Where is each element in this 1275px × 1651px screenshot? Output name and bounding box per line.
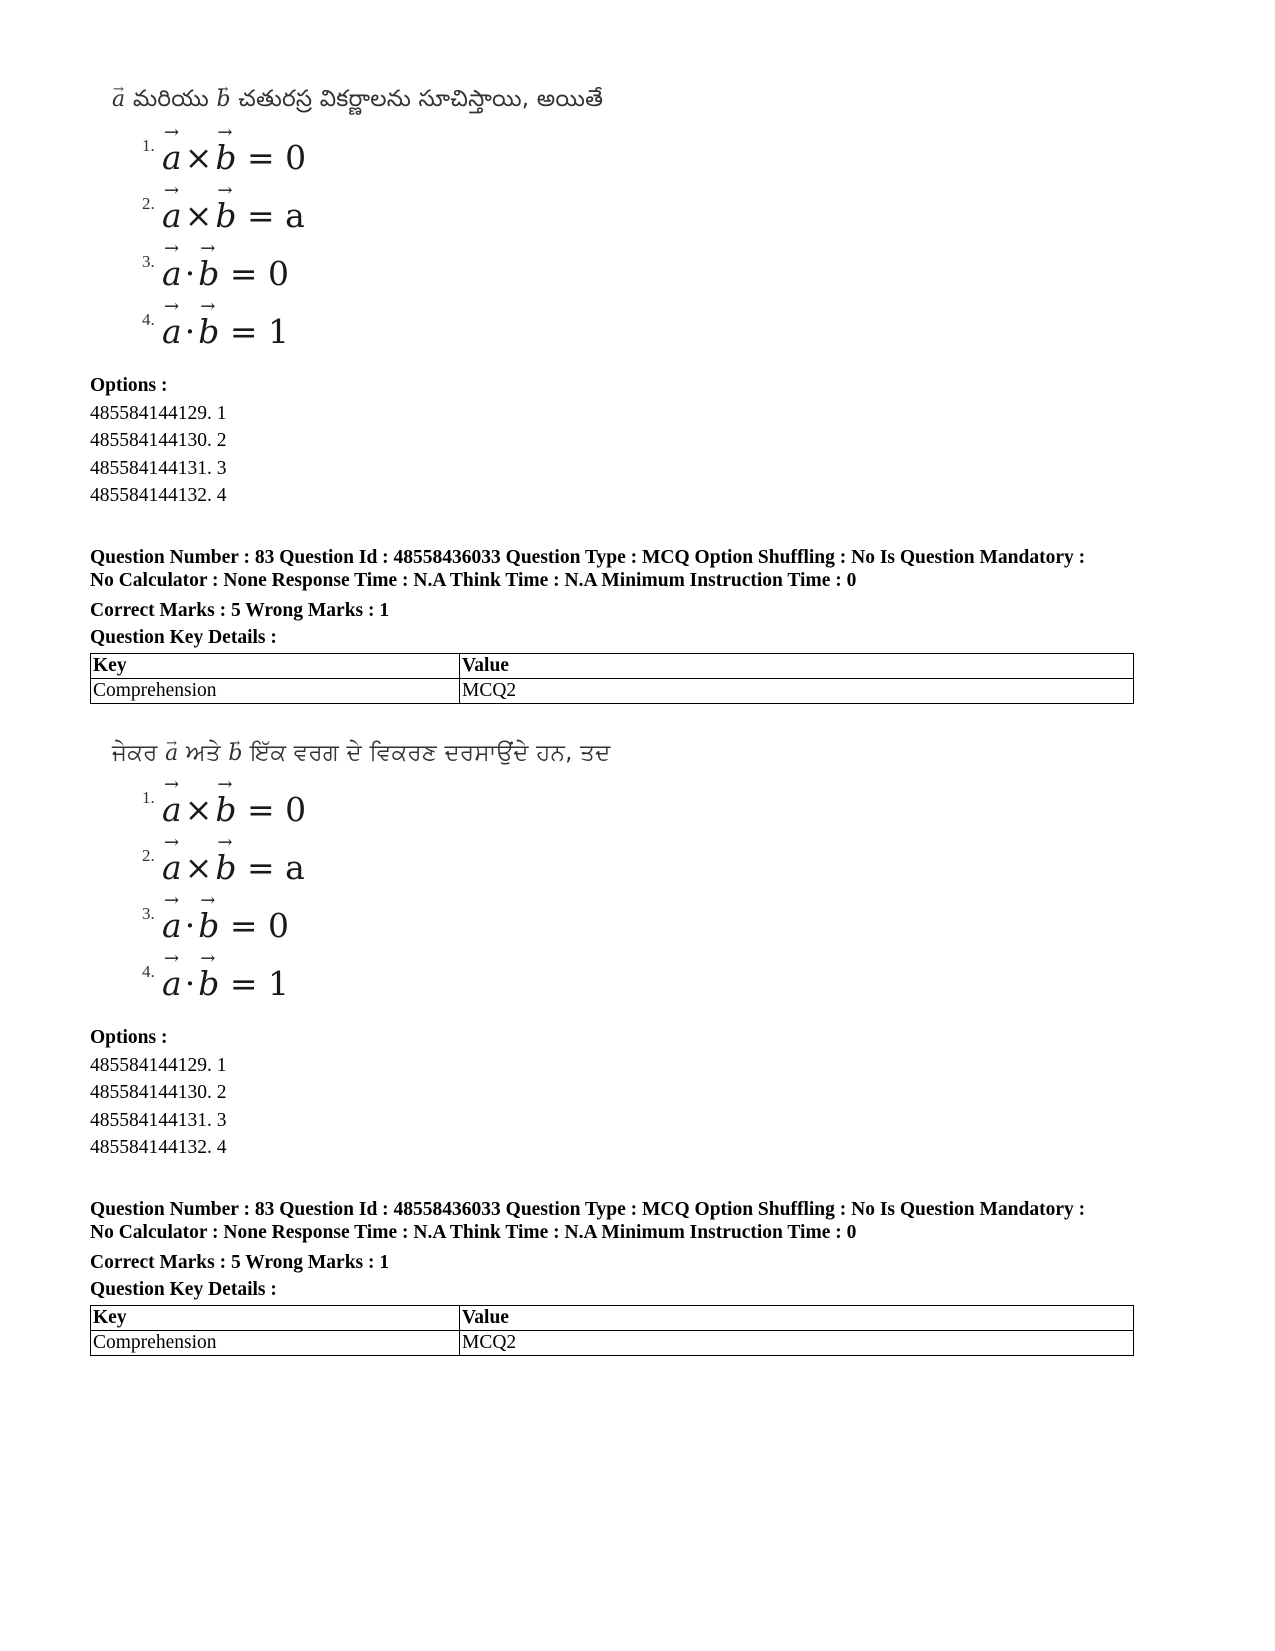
operator: × bbox=[184, 790, 213, 829]
vector-b: → b bbox=[215, 196, 236, 235]
operator: · bbox=[184, 964, 196, 1003]
table-header-cell: Value bbox=[460, 654, 1134, 679]
operator: × bbox=[184, 196, 213, 235]
equation-choice bbox=[142, 192, 732, 250]
choice-number: 3. bbox=[142, 252, 155, 271]
question-meta bbox=[90, 546, 1150, 652]
table-cell: MCQ2 bbox=[460, 679, 1134, 704]
option-item: 485584144131. 3 bbox=[90, 1109, 227, 1131]
vector-b: → b bbox=[228, 741, 242, 766]
vector-b: → b bbox=[198, 906, 219, 945]
option-item: 485584144132. 4 bbox=[90, 1137, 227, 1158]
choice-number: 1. bbox=[142, 788, 155, 807]
vector-a: → a bbox=[162, 138, 182, 177]
operator: · bbox=[184, 312, 196, 351]
question-info-line: Question Number : 83 Question Id : 48558436033 Question Type : MCQ Option Shuffling : No Is Question Mandatory : bbox=[90, 547, 1086, 568]
equation-result: = 0 bbox=[246, 138, 307, 177]
question-image-telugu bbox=[112, 82, 732, 366]
table-cell: Comprehension bbox=[91, 1331, 460, 1356]
vector-b: → b bbox=[198, 254, 219, 293]
vector-a: → a bbox=[162, 848, 182, 887]
vector-b: → b bbox=[215, 138, 236, 177]
vector-a: → a bbox=[162, 906, 182, 945]
key-details-heading: Question Key Details : bbox=[90, 1279, 277, 1300]
table-cell: Comprehension bbox=[91, 679, 460, 704]
stem-text: చతురస్ర వికర్ణాలను సూచిస్తాయి, అయితే bbox=[230, 86, 604, 112]
choice-number: 4. bbox=[142, 962, 155, 981]
options-list bbox=[90, 1024, 227, 1162]
equation-choice bbox=[142, 844, 732, 902]
choice-number: 2. bbox=[142, 194, 155, 213]
table-header-cell: Value bbox=[460, 1306, 1134, 1331]
operator: · bbox=[184, 906, 196, 945]
question-info-line: No Calculator : None Response Time : N.A Think Time : N.A Minimum Instruction Time : 0 bbox=[90, 1222, 857, 1243]
vector-b: → b bbox=[215, 848, 236, 887]
options-title: Options : bbox=[90, 375, 168, 396]
question-stem bbox=[112, 736, 732, 770]
stem-text: ਇੱਕ ਵਰਗ ਦੇ ਵਿਕਰਣ ਦਰਸਾਉਂਦੇ ਹਨ, ਤਦ bbox=[242, 740, 611, 766]
operator: · bbox=[184, 254, 196, 293]
stem-text: ਅਤੇ bbox=[178, 740, 229, 766]
stem-text: మరియు bbox=[125, 86, 217, 112]
choice-number: 3. bbox=[142, 904, 155, 923]
vector-b: → b bbox=[215, 790, 236, 829]
option-item: 485584144130. 2 bbox=[90, 430, 227, 451]
table-cell: MCQ2 bbox=[460, 1331, 1134, 1356]
equation-result: = 1 bbox=[229, 312, 289, 351]
question-meta bbox=[90, 1198, 1150, 1304]
question-info-line: No Calculator : None Response Time : N.A Think Time : N.A Minimum Instruction Time : 0 bbox=[90, 570, 857, 591]
vector-a: → a bbox=[162, 964, 182, 1003]
table-row bbox=[91, 1331, 1134, 1356]
operator: × bbox=[184, 848, 213, 887]
stem-text: ਜੇਕਰ bbox=[112, 740, 166, 766]
key-value-table bbox=[90, 1305, 1134, 1356]
choice-number: 1. bbox=[142, 136, 155, 155]
table-header-cell: Key bbox=[91, 1306, 460, 1331]
equation-result: = a bbox=[246, 848, 305, 887]
vector-b: → b bbox=[198, 964, 219, 1003]
marks-line: Correct Marks : 5 Wrong Marks : 1 bbox=[90, 600, 390, 621]
equation-result: = a bbox=[246, 196, 305, 235]
vector-a: → a bbox=[112, 87, 125, 112]
question-info-line: Question Number : 83 Question Id : 48558436033 Question Type : MCQ Option Shuffling : No Is Question Mandatory : bbox=[90, 1199, 1086, 1220]
choice-number: 2. bbox=[142, 846, 155, 865]
option-item: 485584144129. 1 bbox=[90, 402, 227, 424]
marks-line: Correct Marks : 5 Wrong Marks : 1 bbox=[90, 1252, 390, 1273]
options-title: Options : bbox=[90, 1027, 168, 1048]
equation-result: = 0 bbox=[246, 790, 307, 829]
key-details-heading: Question Key Details : bbox=[90, 627, 277, 648]
vector-a: → a bbox=[162, 790, 182, 829]
option-item: 485584144130. 2 bbox=[90, 1082, 227, 1103]
vector-a: → a bbox=[162, 196, 182, 235]
options-list bbox=[90, 372, 227, 510]
equation-result: = 0 bbox=[229, 254, 289, 293]
vector-a: → a bbox=[162, 254, 182, 293]
vector-a: → a bbox=[165, 741, 178, 766]
equation-choice bbox=[142, 308, 732, 366]
table-header-row bbox=[91, 1306, 1134, 1331]
equation-result: = 1 bbox=[229, 964, 289, 1003]
choice-number: 4. bbox=[142, 310, 155, 329]
vector-b: → b bbox=[198, 312, 219, 351]
vector-b: → b bbox=[216, 87, 230, 112]
option-item: 485584144132. 4 bbox=[90, 485, 227, 506]
equation-choice bbox=[142, 960, 732, 1018]
vector-a: → a bbox=[162, 312, 182, 351]
key-value-table bbox=[90, 653, 1134, 704]
question-image-punjabi bbox=[112, 736, 732, 1018]
table-header-cell: Key bbox=[91, 654, 460, 679]
equation-choice bbox=[142, 250, 732, 308]
operator: × bbox=[184, 138, 213, 177]
equation-choice bbox=[142, 902, 732, 960]
question-stem bbox=[112, 82, 732, 116]
table-row bbox=[91, 679, 1134, 704]
equation-result: = 0 bbox=[229, 906, 289, 945]
option-item: 485584144129. 1 bbox=[90, 1054, 227, 1076]
table-header-row bbox=[91, 654, 1134, 679]
option-item: 485584144131. 3 bbox=[90, 457, 227, 479]
